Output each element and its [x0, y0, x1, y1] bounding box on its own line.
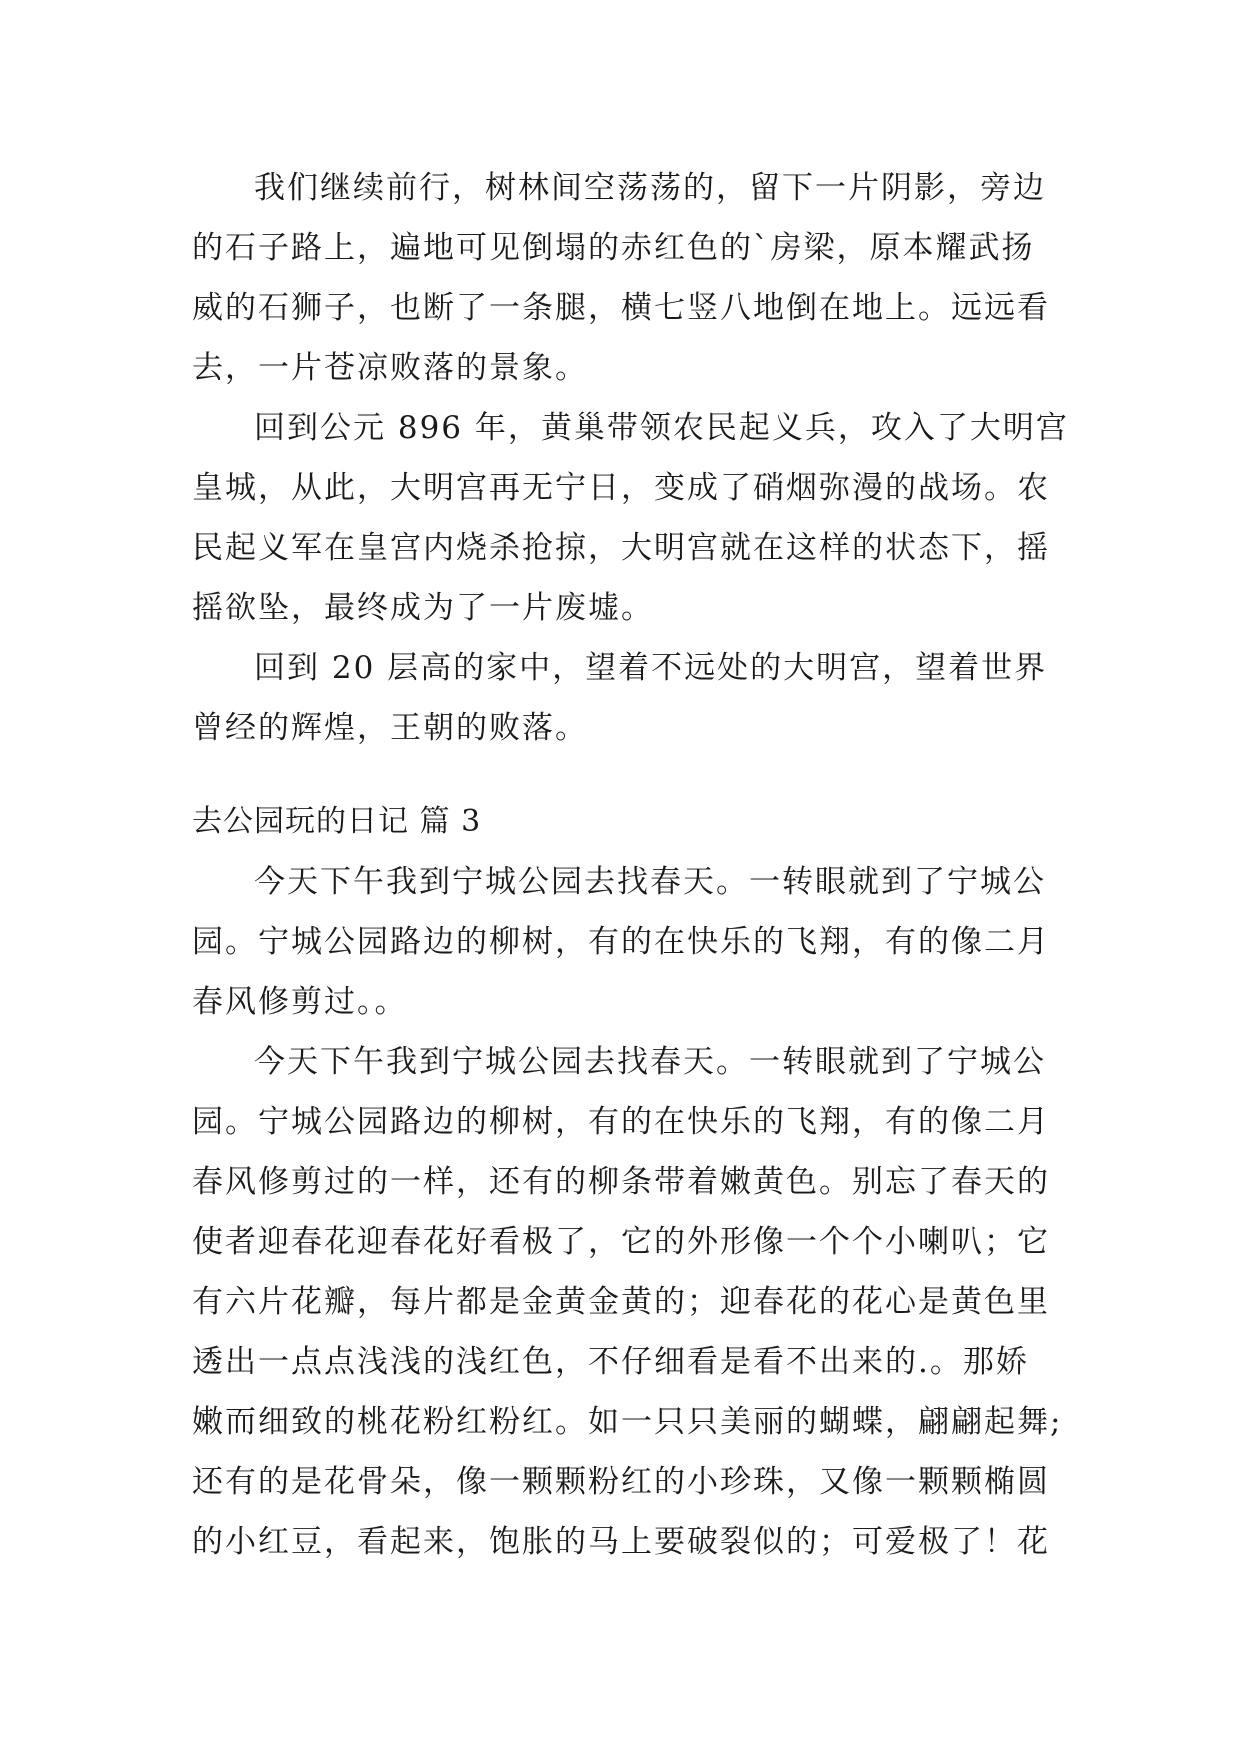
text-line: 曾经的辉煌，王朝的败落。: [192, 710, 588, 746]
text-line: 我们继续前行，树林间空荡荡的，留下一片阴影，旁边: [254, 170, 1046, 206]
text-line: 的石子路上，遍地可见倒塌的赤红色的`房梁，原本耀武扬: [192, 230, 1035, 266]
paragraph: [192, 398, 1069, 638]
text-line: 今天下午我到宁城公园去找春天。一转眼就到了宁城公: [254, 864, 1046, 900]
text-line: 透出一点点浅浅的浅红色，不仔细看是看不出来的.。那娇: [192, 1344, 1029, 1380]
text-line: 摇欲坠，最终成为了一片废墟。: [192, 590, 654, 626]
text-line: 园。宁城公园路边的柳树，有的在快乐的飞翔，有的像二月: [192, 924, 1050, 960]
text-line: 还有的是花骨朵，像一颗颗粉红的小珍珠，又像一颗颗椭圆: [192, 1464, 1050, 1500]
paragraph: [192, 852, 1052, 1032]
paragraph: [192, 158, 1052, 398]
text-line: 皇城，从此，大明宫再无宁日，变成了硝烟弥漫的战场。农: [192, 470, 1050, 506]
text-line: 回到 20 层高的家中，望着不远处的大明宫，望着世界: [254, 650, 1048, 686]
text-line: 使者迎春花迎春花好看极了，它的外形像一个个小喇叭；它: [192, 1224, 1050, 1260]
section-a: [192, 158, 1069, 758]
text-line: 回到公元 896 年，黄巢带领农民起义兵，攻入了大明宫: [254, 410, 1069, 446]
paragraph: [192, 638, 1052, 758]
text-line: 春风修剪过。。: [192, 984, 408, 1020]
text-line: 春风修剪过的一样，还有的柳条带着嫩黄色。别忘了春天的: [192, 1164, 1050, 1200]
text-line: 今天下午我到宁城公园去找春天。一转眼就到了宁城公: [254, 1044, 1046, 1080]
text-line: 有六片花瓣，每片都是金黄金黄的；迎春花的花心是黄色里: [192, 1284, 1050, 1320]
text-line: 的小红豆，看起来，饱胀的马上要破裂似的；可爱极了！花: [192, 1524, 1050, 1560]
text-line: 民起义军在皇宫内烧杀抢掠，大明宫就在这样的状态下，摇: [192, 530, 1050, 566]
text-line: 嫩而细致的桃花粉红粉红。如一只只美丽的蝴蝶，翩翩起舞;: [192, 1404, 1063, 1440]
section-heading: 去公园玩的日记 篇 3: [192, 804, 482, 839]
text-line: 去，一片苍凉败落的景象。: [192, 350, 588, 386]
document-page: [192, 158, 1069, 1572]
section-b: [192, 792, 1063, 1572]
text-line: 园。宁城公园路边的柳树，有的在快乐的飞翔，有的像二月: [192, 1104, 1050, 1140]
paragraph: [192, 1032, 1063, 1572]
text-line: 威的石狮子，也断了一条腿，横七竖八地倒在地上。远远看: [192, 290, 1050, 326]
